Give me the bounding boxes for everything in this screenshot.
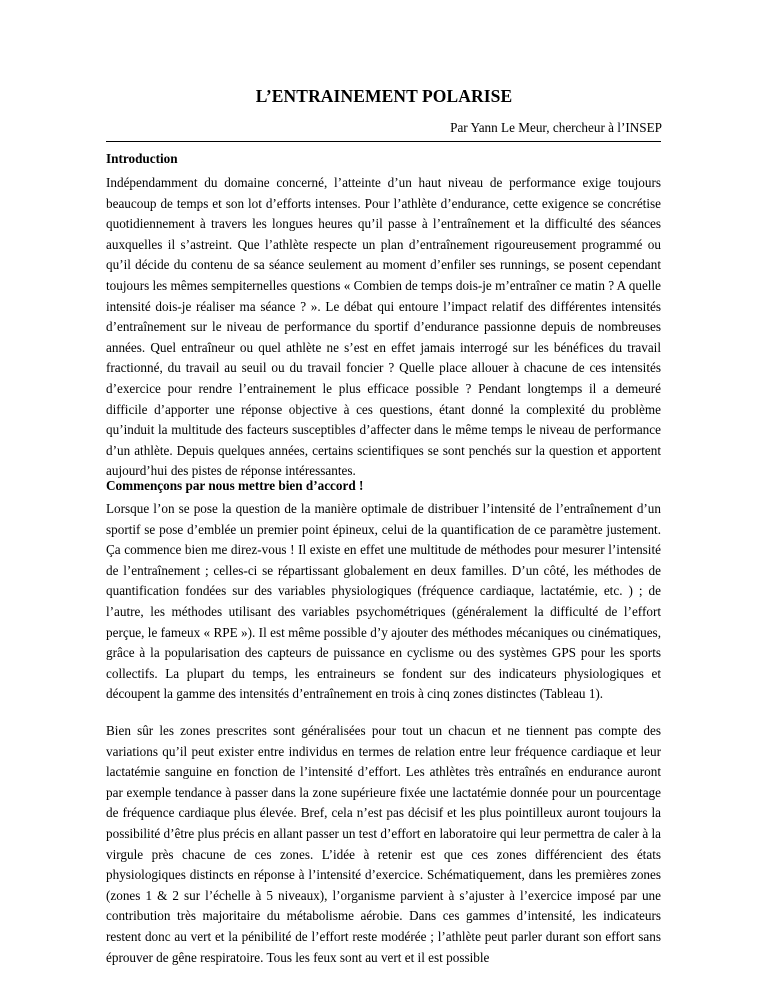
paragraph-introduction: Indépendamment du domaine concerné, l’atteinte d’un haut niveau de performance exige toujours beaucoup de temps et son lot d’efforts intenses. Pour l’athlète d’endurance, cette exigence se concrétise quotidiennement à travers les longues heures qu’il passe à l’entraînement et la difficulté des séances auxquelles il s’astreint. Que l’athlète respecte un plan d’entraînement rigoureusement programmé ou qu’il décide du contenu de sa séance seulement au moment d’enfiler ses runnings, se posent cependant toujours les mêmes sempiternelles questions « Combien de temps dois-je m’entraîner ce matin ? A quelle intensité dois-je réaliser ma séance ? ». Le débat qui entoure l’impact relatif des différentes intensités d’entraînement sur le niveau de performance du sportif d’endurance passionne depuis de nombreuses années. Quel entraîneur ou quel athlète ne s’est en effet jamais interrogé sur les bénéfices du travail fractionné, du travail au seuil ou du travail foncier ? Quelle place allouer à chacune de ces intensités d’exercice pour rendre l’entrainement le plus efficace possible ? Pendant longtemps il a demeuré difficile d’apporter une réponse objective à ces questions, étant donné la complexité du problème qu’induit la multitude des facteurs susceptibles d’affecter dans le même temps le niveau de performance d’un athlète. Depuis quelques années, certains scientifiques se sont penchés sur la question et apportent aujourd’hui des pistes de réponse intéressantes. <box>106 175 661 479</box>
author-byline: Par Yann Le Meur, chercheur à l’INSEP <box>450 120 662 135</box>
header-divider <box>106 141 661 142</box>
document-title: L’ENTRAINEMENT POLARISE <box>255 86 513 106</box>
section-heading-introduction: Introduction <box>106 151 178 166</box>
paragraph-zones: Bien sûr les zones prescrites sont généralisées pour tout un chacun et ne tiennent pas compte des variations qu’il peut exister entre individus en termes de relation entre leur fréquence cardiaque et leur lactatémie sanguine en fonction de l’intensité d’effort. Les athlètes très entraînés en endurance auront par exemple tendance à passer dans la zone supérieure fixée une lactatémie donnée pour un pourcentage de fréquence cardiaque plus élevée. Bref, cela n’est pas décisif et les plus pointilleux auront toujours la possibilité d’être plus précis en allant passer un test d’effort en laboratoire qui leur permettra de caler à la virgule près chacune de ces zones. L’idée à retenir est que ces zones différencient des états physiologiques distincts en réponse à l’intensité d’exercice. Schématiquement, dans les premières zones (zones 1 & 2 sur l’échelle à 5 niveaux), l’organisme parvient à s’ajuster à l’exercice imposé par une contribution très majoritaire du métabolisme aérobie. Dans ces gammes d’intensité, les indicateurs restent donc au vert et la pénibilité de l’effort reste modérée ; l’athlète peut parler durant son effort sans éprouver de gêne respiratoire. Tous les feux sont au vert et il est possible <box>106 723 661 965</box>
paragraph-quantification: Lorsque l’on se pose la question de la manière optimale de distribuer l’intensité de l’entraînement d’un sportif se pose d’emblée un premier point épineux, celui de la quantification de ce paramètre justement. Ça commence bien me direz-vous ! Il existe en effet une multitude de méthodes pour mesurer l’intensité de l’entraînement ; celles-ci se répartissant globalement en deux familles. D’un côté, les méthodes de quantification fondées sur des variables physiologiques (fréquence cardiaque, lactatémie, etc. ) ; de l’autre, les méthodes utilisant des variables psychométriques (généralement la difficulté de l’effort perçue, le fameux « RPE »). Il est même possible d’y ajouter des méthodes mécaniques ou cinématiques, grâce à la popularisation des capteurs de puissance en cyclisme ou des systèmes GPS pour les sports collectifs. La plupart du temps, les entraineurs se fondent sur des indicateurs physiologiques et découpent la gamme des intensités d’entraînement en trois à cinq zones distinctes (Tableau 1). <box>106 501 661 702</box>
section-heading-accord: Commençons par nous mettre bien d’accord ! <box>106 478 364 493</box>
